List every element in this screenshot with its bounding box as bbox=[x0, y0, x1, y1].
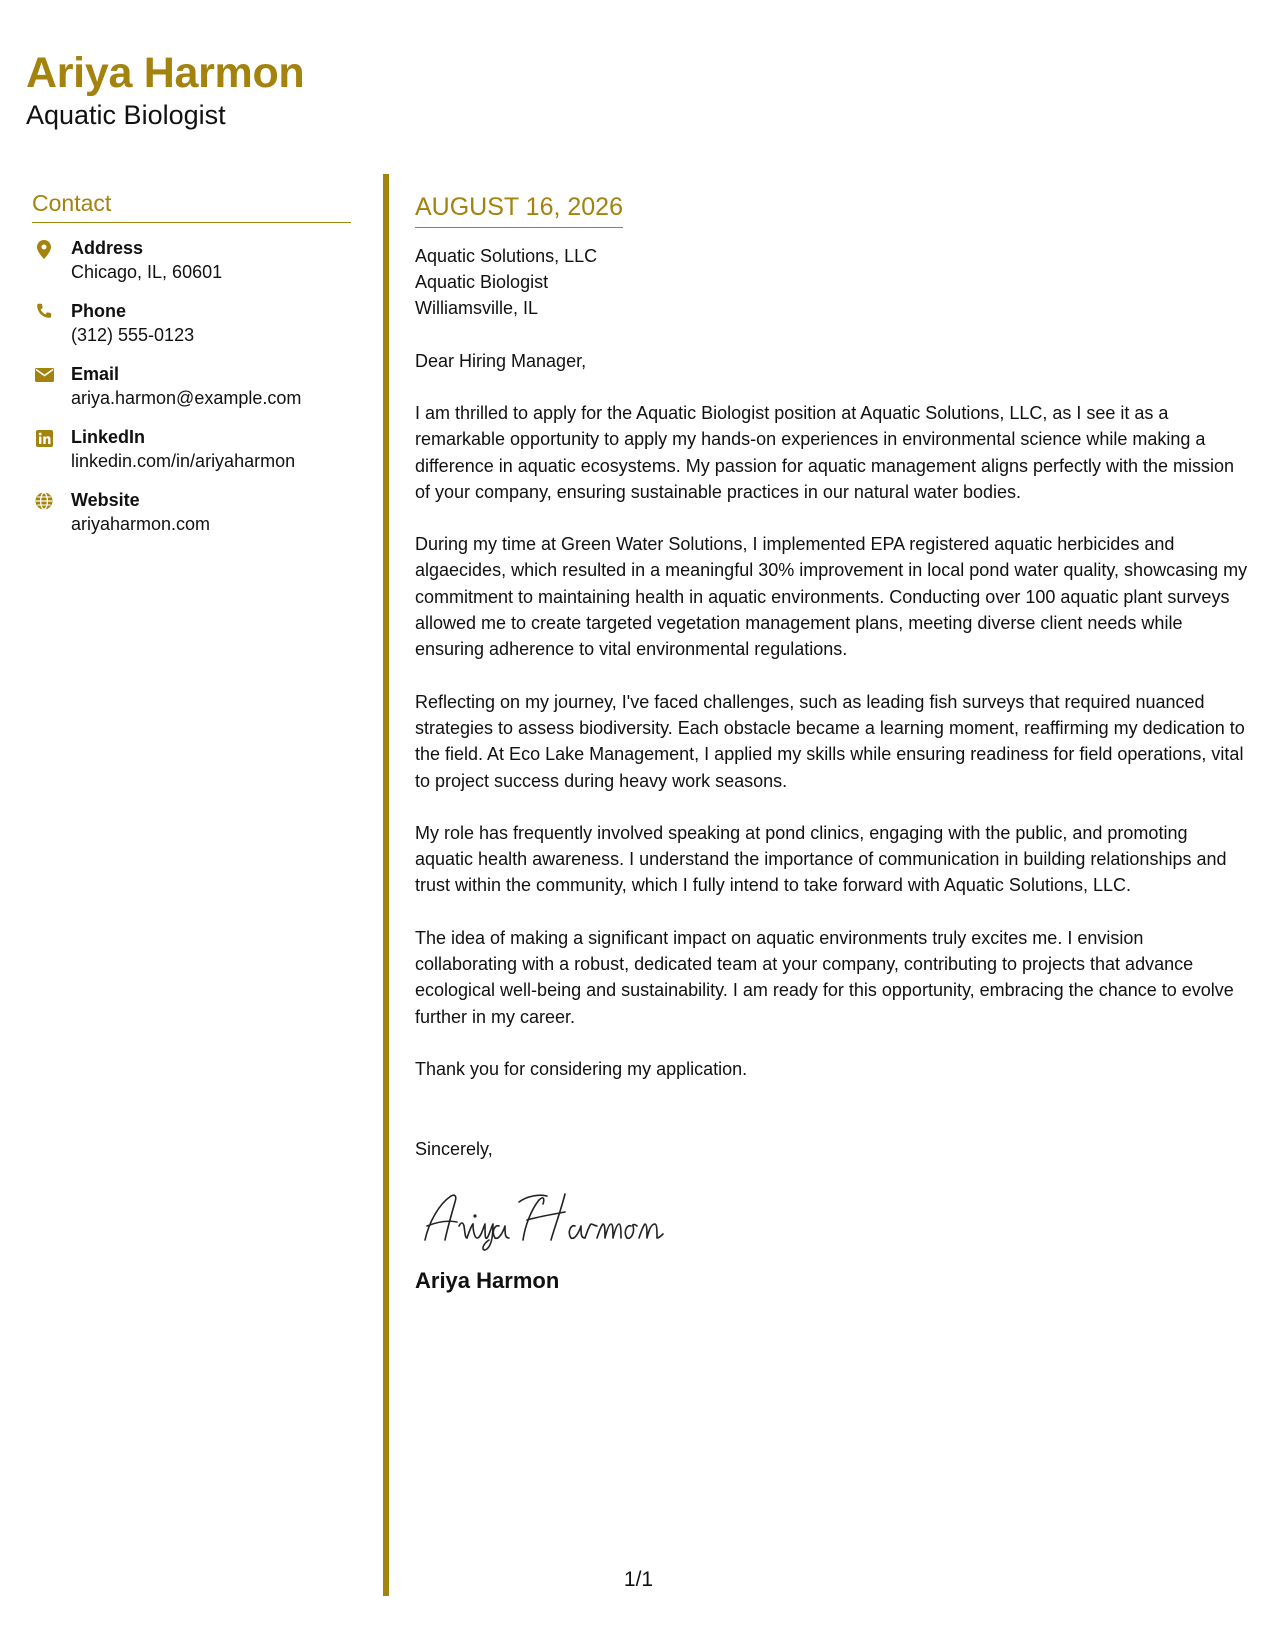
letter-paragraph: Thank you for considering my application. bbox=[415, 1058, 748, 1079]
recipient-position: Aquatic Biologist bbox=[415, 272, 549, 292]
contact-title: Contact bbox=[32, 188, 351, 223]
handwritten-signature bbox=[415, 1182, 675, 1252]
phone-icon bbox=[34, 302, 54, 322]
contact-item-email bbox=[32, 362, 351, 425]
contact-label: LinkedIn bbox=[71, 427, 146, 447]
contact-item-address bbox=[32, 236, 351, 299]
recipient-company: Aquatic Solutions, LLC bbox=[415, 246, 598, 266]
letter-paragraph: Reflecting on my journey, I've faced challenges, such as leading fish surveys that required nuanced strategies to assess biodiversity. Each obstacle became a learning moment, reaffirming my dedication to the field. At Eco Lake Management, I applied my skills while ensuring readiness for field operations, vital to project success during heavy work seasons. bbox=[415, 691, 1245, 791]
website-value: ariyaharmon.com bbox=[71, 514, 211, 534]
applicant-role: Aquatic Biologist bbox=[26, 100, 226, 130]
letter-paragraph: During my time at Green Water Solutions, I implemented EPA registered aquatic herbicides and algaecides, which resulted in a meaningful 30% improvement in local pond water quality, showcasing my commitment to maintaining health in aquatic environments. Conducting over 100 aquatic plant surveys allowed me to create targeted vegetation management plans, meeting diverse client needs while ensuring adherence to vital environmental regulations. bbox=[415, 534, 1248, 660]
phone-value: (312) 555-0123 bbox=[71, 325, 195, 345]
email-value: ariya.harmon@example.com bbox=[71, 388, 302, 408]
closing: Sincerely, bbox=[415, 1139, 493, 1160]
greeting: Dear Hiring Manager, bbox=[415, 351, 587, 371]
letter-paragraph: The idea of making a significant impact on aquatic environments truly excites me. I envision collaborating with a robust, dedicated team at your company, contributing to projects that advance ecological well-being and sustainability. I am ready for this opportunity, embracing the chance to evolve further in my career. bbox=[415, 927, 1234, 1027]
page-number bbox=[0, 1566, 1275, 1594]
contact-list bbox=[32, 236, 351, 551]
contact-item-website bbox=[32, 488, 351, 551]
letter-date: AUGUST 16, 2026 bbox=[415, 190, 623, 228]
recipient-location: Williamsville, IL bbox=[415, 298, 539, 318]
linkedin-value: linkedin.com/in/ariyaharmon bbox=[71, 451, 296, 471]
letter-body bbox=[415, 190, 1250, 1296]
contact-sidebar bbox=[32, 188, 351, 551]
letter-paragraph: I am thrilled to apply for the Aquatic Biologist position at Aquatic Solutions, LLC, as I see it as a remarkable opportunity to apply my hands-on experiences in environmental science while making a difference in aquatic ecosystems. My passion for aquatic management aligns perfectly with the mission of your company, ensuring sustainable practices in our natural water bodies. bbox=[415, 403, 1235, 502]
contact-label: Website bbox=[71, 490, 140, 510]
page-number-text: 1/1 bbox=[623, 1568, 654, 1591]
contact-item-phone bbox=[32, 299, 351, 362]
contact-label: Phone bbox=[71, 301, 127, 321]
letter-paragraph: My role has frequently involved speaking at pond clinics, engaging with the public, and promoting aquatic health awareness. I understand the importance of communication in building relationships and trust within the community, which I fully intend to take forward with Aquatic Solutions, LLC. bbox=[415, 822, 1227, 896]
contact-item-linkedin bbox=[32, 425, 351, 488]
linkedin-icon bbox=[34, 428, 54, 448]
signed-name: Ariya Harmon bbox=[415, 1268, 560, 1294]
envelope-icon bbox=[34, 365, 54, 385]
map-pin-icon bbox=[34, 239, 54, 259]
contact-label: Email bbox=[71, 364, 120, 384]
recipient-block bbox=[415, 243, 1250, 321]
globe-icon bbox=[34, 491, 54, 511]
contact-label: Address bbox=[71, 238, 144, 258]
resume-header bbox=[26, 48, 304, 132]
address-value: Chicago, IL, 60601 bbox=[71, 262, 223, 282]
vertical-divider bbox=[383, 174, 389, 1596]
applicant-name: Ariya Harmon bbox=[26, 49, 305, 97]
